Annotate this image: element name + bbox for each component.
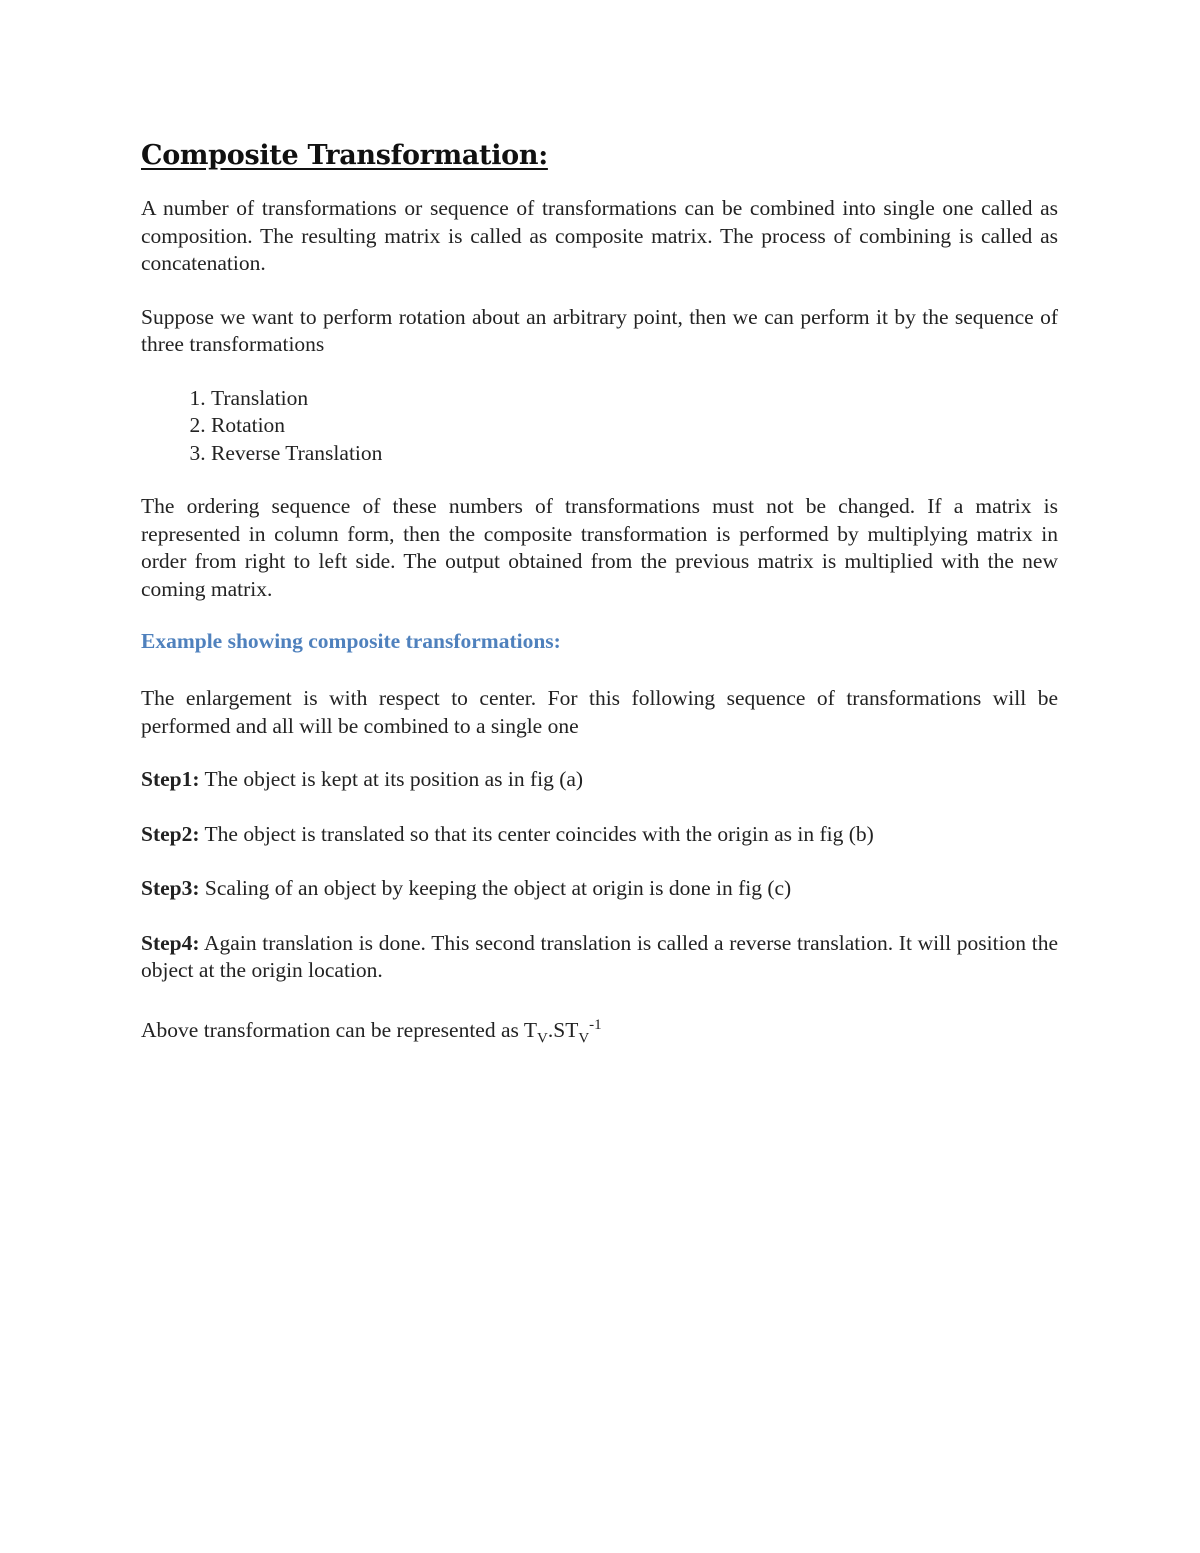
step-label: Step4: [141,930,200,955]
example-heading: Example showing composite transformations: [141,629,561,653]
page-title: Composite Transformation: [141,140,548,171]
step-1 [141,766,1058,794]
formula-line [141,1012,1058,1053]
formula-superscript: -1 [589,1016,602,1033]
intro-paragraph: A number of transformations or sequence of transformations can be combined into single one called as composition. The resulting matrix is called as composite matrix. The process of combining is called as concatenation. [141,196,1058,275]
list-item: 1. Translation [211,385,1058,413]
formula-subscript: V [537,1029,548,1046]
list-item: 2. Rotation [211,412,1058,440]
formula-middle: .ST [547,1017,579,1042]
step-text: Again translation is done. This second translation is called a reverse translation. It will position the object at the origin location. [141,930,1058,982]
formula-subscript: V [578,1029,590,1046]
step-text: The object is translated so that its center coincides with the origin as in fig (b) [199,821,874,846]
step-text: Scaling of an object by keeping the object at origin is done in fig (c) [199,876,792,900]
ordering-paragraph: The ordering sequence of these numbers of transformations must not be changed. If a matrix is represented in column form, then the composite transformation is performed by multiplying matrix in order from right to left side. The output obtained from the previous matrix is multiplied with the new coming matrix. [141,494,1058,601]
step-4 [141,930,1058,985]
step-2 [141,821,1058,849]
enlargement-paragraph: The enlargement is with respect to center. For this following sequence of transformations will be performed and all will be combined to a single one [141,686,1058,738]
step-text: The object is kept at its position as in fig (a) [199,767,584,791]
step-label: Step3: [141,876,200,900]
step-3 [141,875,1058,903]
list-item: 3. Reverse Translation [211,440,1058,468]
rotation-paragraph: Suppose we want to perform rotation about an arbitrary point, then we can perform it by the sequence of three transformations [141,304,1058,356]
formula-prefix: Above transformation can be represented as T [141,1017,538,1042]
document-page [141,140,1058,1052]
step-label: Step2: [141,821,200,846]
transformation-sequence-list [141,385,1058,468]
step-label: Step1: [141,767,200,791]
